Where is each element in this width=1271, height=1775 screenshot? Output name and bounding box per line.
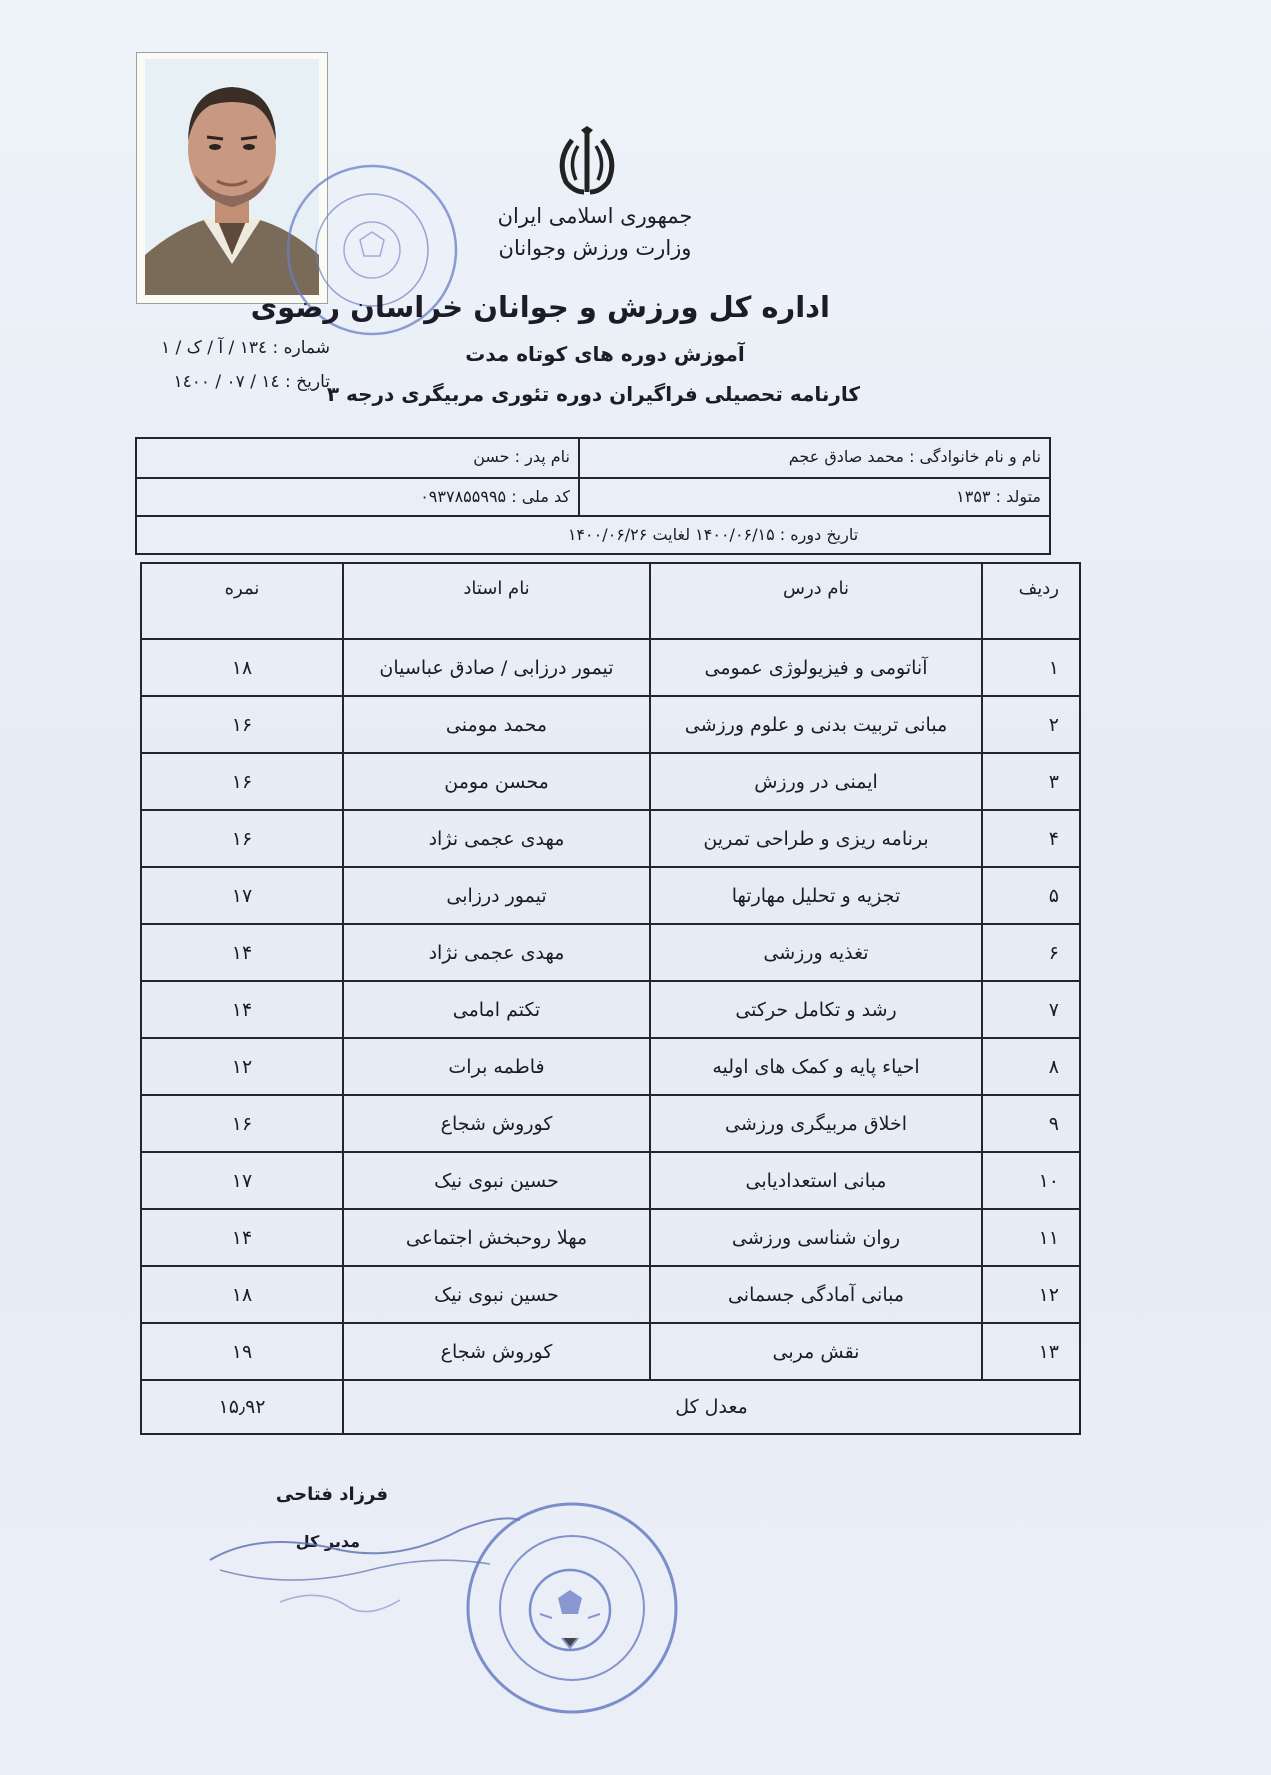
table-row xyxy=(141,753,1080,810)
iran-emblem-icon xyxy=(552,126,622,198)
row-number: ۶ xyxy=(982,924,1080,981)
row-number: ۴ xyxy=(982,810,1080,867)
teacher-name: حسین نبوی نیک xyxy=(343,1266,650,1323)
reference-date: تاریخ : ۱٤ / ۰۷ / ۱٤۰۰ xyxy=(173,372,330,392)
table-row xyxy=(141,1038,1080,1095)
grade-value: ۱۴ xyxy=(141,924,343,981)
teacher-name: تیمور درزابی xyxy=(343,867,650,924)
grade-value: ۱۲ xyxy=(141,1038,343,1095)
table-row xyxy=(141,1209,1080,1266)
teacher-name: مهلا روحبخش اجتماعی xyxy=(343,1209,650,1266)
course-name: اخلاق مربیگری ورزشی xyxy=(650,1095,982,1152)
document-title: کارنامه تحصیلی فراگیران دوره تئوری مربیگری درجه ۳ xyxy=(326,382,860,406)
country-name: جمهوری اسلامی ایران xyxy=(497,204,693,228)
course-name: نقش مربی xyxy=(650,1323,982,1380)
course-name: تغذیه ورزشی xyxy=(650,924,982,981)
table-row xyxy=(141,1266,1080,1323)
table-header-row xyxy=(141,563,1080,639)
department-name: اداره کل ورزش و جوانان خراسان رضوی xyxy=(250,290,830,324)
grade-value: ۱۶ xyxy=(141,810,343,867)
teacher-name: مهدی عجمی نژاد xyxy=(343,810,650,867)
row-number: ۱۲ xyxy=(982,1266,1080,1323)
national-id: کد ملی : ۰۹۳۷۸۵۵۹۹۵ xyxy=(420,487,570,506)
course-name: آناتومی و فیزیولوژی عمومی xyxy=(650,639,982,696)
teacher-name: محمد مومنی xyxy=(343,696,650,753)
grade-value: ۱۷ xyxy=(141,1152,343,1209)
course-name: رشد و تکامل حرکتی xyxy=(650,981,982,1038)
grade-value: ۱۹ xyxy=(141,1323,343,1380)
header-course: نام درس xyxy=(650,563,982,639)
row-number: ۲ xyxy=(982,696,1080,753)
table-row xyxy=(141,1152,1080,1209)
teacher-name: تیمور درزابی / صادق عباسیان xyxy=(343,639,650,696)
header-grade: نمره xyxy=(141,563,343,639)
grade-value: ۱۶ xyxy=(141,1095,343,1152)
course-name: ایمنی در ورزش xyxy=(650,753,982,810)
table-row xyxy=(141,639,1080,696)
row-number: ۷ xyxy=(982,981,1080,1038)
father-name: نام پدر : حسن xyxy=(473,447,570,466)
ministry-name: وزارت ورزش وجوانان xyxy=(498,236,692,260)
birth-year: متولد : ۱۳۵۳ xyxy=(956,487,1041,506)
table-row xyxy=(141,1095,1080,1152)
grade-value: ۱۴ xyxy=(141,1209,343,1266)
course-name: برنامه ریزی و طراحی تمرین xyxy=(650,810,982,867)
student-info-box xyxy=(135,437,1051,555)
teacher-name: فاطمه برات xyxy=(343,1038,650,1095)
course-name: تجزیه و تحلیل مهارتها xyxy=(650,867,982,924)
row-number: ۱۰ xyxy=(982,1152,1080,1209)
table-row xyxy=(141,810,1080,867)
grade-value: ۱۶ xyxy=(141,696,343,753)
header-row-number: ردیف xyxy=(982,563,1080,639)
teacher-name: محسن مومن xyxy=(343,753,650,810)
signatory-name: فرزاد فتاحی xyxy=(275,1484,388,1505)
teacher-name: مهدی عجمی نژاد xyxy=(343,924,650,981)
course-dates: تاریخ دوره : ۱۴۰۰/۰۶/۱۵ لغایت ۱۴۰۰/۰۶/۲۶ xyxy=(567,525,859,544)
course-name: مبانی استعدادیابی xyxy=(650,1152,982,1209)
table-row xyxy=(141,1323,1080,1380)
grades-table xyxy=(140,562,1081,1435)
average-label: معدل کل xyxy=(343,1380,1080,1434)
grade-value: ۱۸ xyxy=(141,639,343,696)
grade-value: ۱۶ xyxy=(141,753,343,810)
row-number: ۹ xyxy=(982,1095,1080,1152)
course-name: مبانی تربیت بدنی و علوم ورزشی xyxy=(650,696,982,753)
teacher-name: کوروش شجاع xyxy=(343,1095,650,1152)
row-number: ۳ xyxy=(982,753,1080,810)
average-value: ۱۵٫۹۲ xyxy=(141,1380,343,1434)
teacher-name: تکتم امامی xyxy=(343,981,650,1038)
row-number: ۵ xyxy=(982,867,1080,924)
average-row xyxy=(141,1380,1080,1434)
reference-number: شماره : ۱۳٤ / آ / ک / ۱ xyxy=(161,338,330,358)
course-name: مبانی آمادگی جسمانی xyxy=(650,1266,982,1323)
grade-value: ۱۴ xyxy=(141,981,343,1038)
row-number: ۱۱ xyxy=(982,1209,1080,1266)
table-row xyxy=(141,696,1080,753)
course-name: احیاء پایه و کمک های اولیه xyxy=(650,1038,982,1095)
grade-value: ۱۸ xyxy=(141,1266,343,1323)
table-row xyxy=(141,924,1080,981)
official-stamp-bottom xyxy=(462,1498,682,1718)
table-row xyxy=(141,981,1080,1038)
teacher-name: حسین نبوی نیک xyxy=(343,1152,650,1209)
unit-name: آموزش دوره های کوتاه مدت xyxy=(465,342,745,366)
row-number: ۱۳ xyxy=(982,1323,1080,1380)
teacher-name: کوروش شجاع xyxy=(343,1323,650,1380)
row-number: ۱ xyxy=(982,639,1080,696)
row-number: ۸ xyxy=(982,1038,1080,1095)
student-name: نام و نام خانوادگی : محمد صادق عجم xyxy=(788,447,1041,466)
course-name: روان شناسی ورزشی xyxy=(650,1209,982,1266)
signatory-title: مدیر کل xyxy=(295,1532,360,1551)
table-row xyxy=(141,867,1080,924)
header-teacher: نام استاد xyxy=(343,563,650,639)
grade-value: ۱۷ xyxy=(141,867,343,924)
